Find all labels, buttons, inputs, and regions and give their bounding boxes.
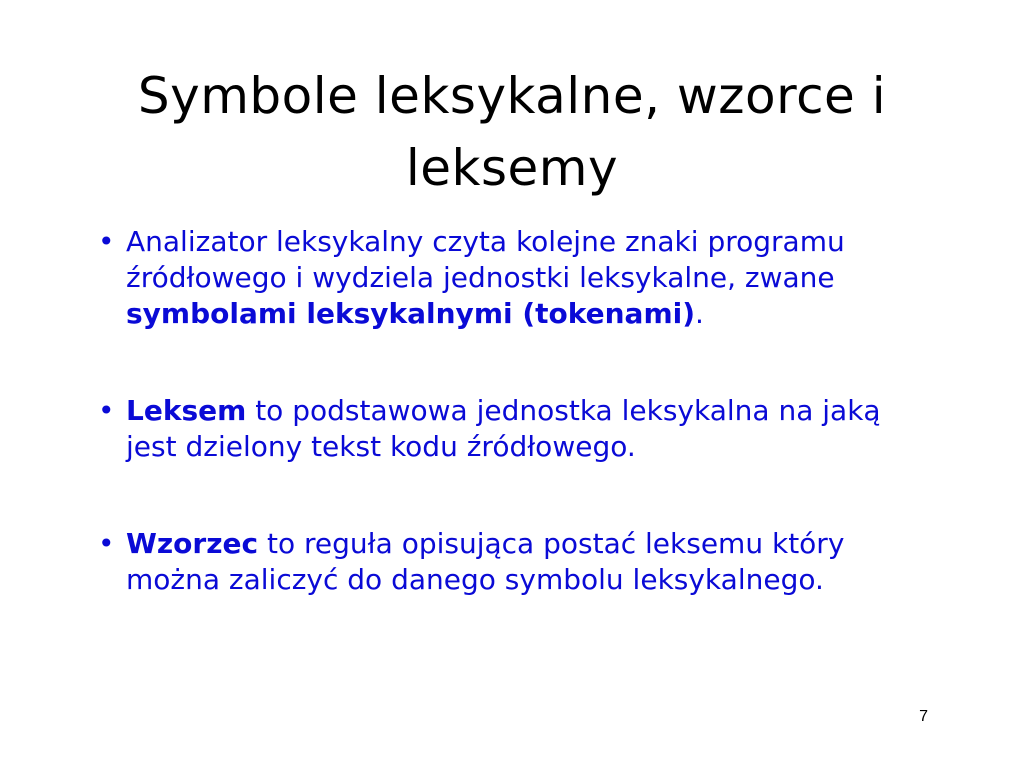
bullet-item-analizator (98, 224, 938, 332)
bullet-icon: • (98, 394, 115, 427)
bullet-bold-term: Wzorzec (126, 527, 259, 560)
slide-title: Symbole leksykalne, wzorce i leksemy (137, 67, 887, 197)
page-number: 7 (919, 708, 928, 725)
bullet-text: to reguła opisująca postać leksemu który można zaliczyć do danego symbolu leksykalnego. (126, 527, 845, 596)
bullet-text: to podstawowa jednostka leksykalna na jaką jest dzielony tekst kodu źródłowego. (126, 394, 881, 463)
bullet-item-wzorzec (98, 526, 938, 598)
bullet-text: Analizator leksykalny czyta kolejne znaki programu źródłowego i wydziela jednostki leksykalne, zwane (126, 225, 845, 294)
bullet-text: . (695, 297, 704, 330)
bullet-list (98, 224, 938, 659)
bullet-icon: • (98, 527, 115, 560)
bullet-item-leksem (98, 393, 938, 465)
bullet-bold-term: Leksem (126, 394, 247, 427)
bullet-icon: • (98, 225, 115, 258)
bullet-bold-term: symbolami leksykalnymi (tokenami) (126, 297, 696, 330)
